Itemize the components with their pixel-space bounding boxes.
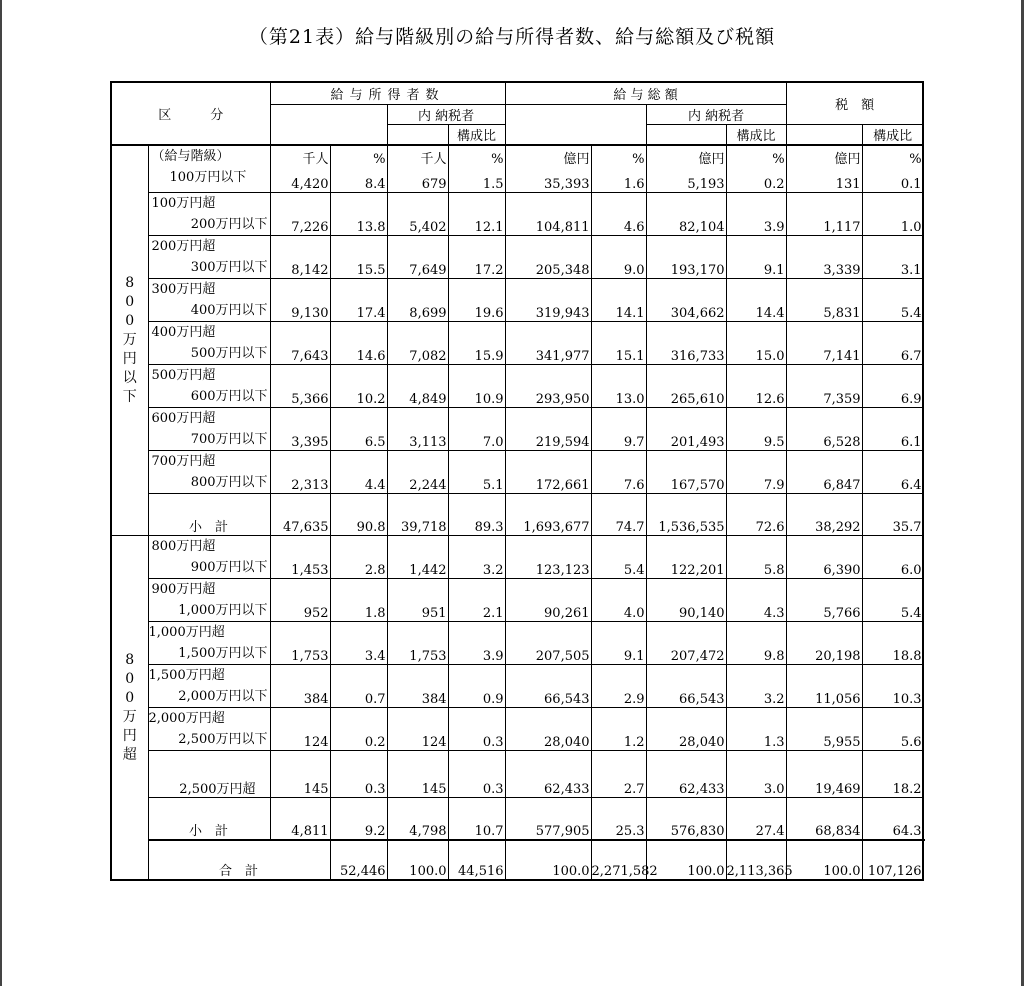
cell: 1.3: [726, 708, 786, 751]
cell: 3.2: [726, 665, 786, 708]
cell: 1,442: [387, 536, 448, 579]
cell: % 1.6: [591, 145, 646, 193]
cell: 15.5: [330, 236, 387, 279]
cell: 28,040: [646, 708, 726, 751]
cell: 100.0: [646, 840, 726, 880]
cell: 44,516: [448, 840, 505, 880]
cell: 億円 35,393: [505, 145, 591, 193]
cell: 2.1: [448, 579, 505, 622]
cell: 千人 4,420: [270, 145, 330, 193]
cell: 9.5: [726, 408, 786, 451]
cell: 14.6: [330, 322, 387, 365]
cell: 億円 5,193: [646, 145, 726, 193]
cell: 172,661: [505, 451, 591, 494]
table-row: [111, 193, 923, 236]
cell: 13.0: [591, 365, 646, 408]
cell: 9.7: [591, 408, 646, 451]
cell: 3,113: [387, 408, 448, 451]
header-pay-taxpayers: 内 納税者: [646, 105, 786, 125]
cell: 2,271,582: [591, 840, 646, 880]
cell: 4,849: [387, 365, 448, 408]
cell: 304,662: [646, 279, 726, 322]
cell: 7,643: [270, 322, 330, 365]
table-row: [111, 579, 923, 622]
cell: 265,610: [646, 365, 726, 408]
header-tax-amount-blank: [786, 125, 862, 146]
salary-class-table: [110, 81, 924, 881]
cell: 89.3: [448, 494, 505, 536]
cell: 0.3: [448, 751, 505, 798]
cell: 145: [270, 751, 330, 798]
cell: 3,395: [270, 408, 330, 451]
cell: 6,528: [786, 408, 862, 451]
cell: 9.1: [591, 622, 646, 665]
cell: 2.8: [330, 536, 387, 579]
cell: 9.0: [591, 236, 646, 279]
header-ratio: 構成比: [862, 125, 923, 146]
cell: 72.6: [726, 494, 786, 536]
cell: 1.2: [591, 708, 646, 751]
cell: 8,142: [270, 236, 330, 279]
cell: % 0.1: [862, 145, 923, 193]
cell: 145: [387, 751, 448, 798]
cell: 62,433: [505, 751, 591, 798]
cell: 5.4: [862, 579, 923, 622]
cell: 100.0: [786, 840, 862, 880]
header-earners: 給与所得者数: [270, 82, 505, 105]
table-row: [111, 236, 923, 279]
cell: 6.9: [862, 365, 923, 408]
cell: 13.8: [330, 193, 387, 236]
cell: 9,130: [270, 279, 330, 322]
cell: 90,261: [505, 579, 591, 622]
cell: 5,402: [387, 193, 448, 236]
cell: 319,943: [505, 279, 591, 322]
row-label: 100万円超 200万円以下: [148, 193, 270, 236]
cell: 7,082: [387, 322, 448, 365]
cell: % 8.4: [330, 145, 387, 193]
header-tax: 税 額: [786, 82, 923, 125]
cell: 1,693,677: [505, 494, 591, 536]
header-ratio: 構成比: [726, 125, 786, 146]
cell: 52,446: [330, 840, 387, 880]
cell: 205,348: [505, 236, 591, 279]
cell: 6.1: [862, 408, 923, 451]
cell: 0.7: [330, 665, 387, 708]
header-earners-taxpayers-count-blank: [387, 125, 448, 146]
cell: 7.0: [448, 408, 505, 451]
cell: 68,834: [786, 798, 862, 841]
cell: 3.2: [448, 536, 505, 579]
row-label: 600万円超 700万円以下: [148, 408, 270, 451]
cell: 3.4: [330, 622, 387, 665]
cell: 10.2: [330, 365, 387, 408]
row-label: 700万円超 800万円以下: [148, 451, 270, 494]
cell: 6.7: [862, 322, 923, 365]
cell: 11,056: [786, 665, 862, 708]
cell: 0.3: [330, 751, 387, 798]
cell: 90.8: [330, 494, 387, 536]
cell: 3,339: [786, 236, 862, 279]
cell: 4.6: [591, 193, 646, 236]
cell: 18.8: [862, 622, 923, 665]
cell: 35.7: [862, 494, 923, 536]
cell: 4,798: [387, 798, 448, 841]
cell: 123,123: [505, 536, 591, 579]
cell: 316,733: [646, 322, 726, 365]
table-row: [111, 708, 923, 751]
cell: 104,811: [505, 193, 591, 236]
cell: 0.2: [330, 708, 387, 751]
cell: 25.3: [591, 798, 646, 841]
cell: 219,594: [505, 408, 591, 451]
cell: 2.7: [591, 751, 646, 798]
cell: 7,649: [387, 236, 448, 279]
cell: 193,170: [646, 236, 726, 279]
cell: 2,313: [270, 451, 330, 494]
row-label: 900万円超 1,000万円以下: [148, 579, 270, 622]
cell: 12.1: [448, 193, 505, 236]
cell: 341,977: [505, 322, 591, 365]
row-label: 小 計: [148, 494, 270, 536]
cell: 28,040: [505, 708, 591, 751]
row-label: 500万円超 600万円以下: [148, 365, 270, 408]
cell: 124: [387, 708, 448, 751]
row-label: 1,000万円超 1,500万円以下: [148, 622, 270, 665]
cell: 14.1: [591, 279, 646, 322]
cell: % 0.2: [726, 145, 786, 193]
cell: 15.9: [448, 322, 505, 365]
cell: 6,390: [786, 536, 862, 579]
table-row-subtotal: [111, 494, 923, 536]
cell: 3.9: [448, 622, 505, 665]
header-pay-taxpayers-amount-blank: [646, 125, 726, 146]
header-category: 区 分: [111, 82, 270, 145]
cell: 5.8: [726, 536, 786, 579]
cell: 2,113,365: [726, 840, 786, 880]
cell: 千人 679: [387, 145, 448, 193]
cell: 0.3: [448, 708, 505, 751]
cell: 1,453: [270, 536, 330, 579]
cell: 9.8: [726, 622, 786, 665]
header-ratio: 構成比: [448, 125, 505, 146]
cell: 66,543: [505, 665, 591, 708]
cell: 3.1: [862, 236, 923, 279]
cell: 0.9: [448, 665, 505, 708]
cell: 38,292: [786, 494, 862, 536]
cell: 74.7: [591, 494, 646, 536]
cell: % 1.5: [448, 145, 505, 193]
cell: 6,847: [786, 451, 862, 494]
cell: 5.4: [591, 536, 646, 579]
cell: 7.9: [726, 451, 786, 494]
cell: 2.9: [591, 665, 646, 708]
row-label: 1,500万円超 2,000万円以下: [148, 665, 270, 708]
table-row: [111, 751, 923, 798]
cell: 207,505: [505, 622, 591, 665]
cell: 1,536,535: [646, 494, 726, 536]
header-earners-count-blank: [270, 105, 387, 146]
cell: 3.0: [726, 751, 786, 798]
cell: 384: [270, 665, 330, 708]
cell: 10.3: [862, 665, 923, 708]
cell: 15.0: [726, 322, 786, 365]
cell: 1.0: [862, 193, 923, 236]
header-pay-amount-blank: [505, 105, 646, 146]
page-title: （第21表）給与階級別の給与所得者数、給与総額及び税額: [248, 26, 776, 48]
cell: 17.2: [448, 236, 505, 279]
total-label: 合 計: [148, 840, 330, 880]
row-label: 小 計: [148, 798, 270, 841]
row-label: 400万円超 500万円以下: [148, 322, 270, 365]
cell: 82,104: [646, 193, 726, 236]
cell: 39,718: [387, 494, 448, 536]
cell: 20,198: [786, 622, 862, 665]
cell: 12.6: [726, 365, 786, 408]
row-label: 300万円超 400万円以下: [148, 279, 270, 322]
cell: 5,955: [786, 708, 862, 751]
cell: 19,469: [786, 751, 862, 798]
cell: 90,140: [646, 579, 726, 622]
cell: 8,699: [387, 279, 448, 322]
cell: 1,753: [387, 622, 448, 665]
cell: 1.8: [330, 579, 387, 622]
cell: 201,493: [646, 408, 726, 451]
cell: 384: [387, 665, 448, 708]
cell: 7,226: [270, 193, 330, 236]
cell: 100.0: [387, 840, 448, 880]
cell: 19.6: [448, 279, 505, 322]
cell: 18.2: [862, 751, 923, 798]
cell: 293,950: [505, 365, 591, 408]
table-row: [111, 622, 923, 665]
cell: 62,433: [646, 751, 726, 798]
cell: 576,830: [646, 798, 726, 841]
cell: 47,635: [270, 494, 330, 536]
header-earners-taxpayers: 内 納税者: [387, 105, 505, 125]
cell: 952: [270, 579, 330, 622]
cell: 951: [387, 579, 448, 622]
cell: 5.1: [448, 451, 505, 494]
table-row: [111, 451, 923, 494]
cell: 1,117: [786, 193, 862, 236]
cell: 107,126: [862, 840, 923, 880]
cell: 6.0: [862, 536, 923, 579]
cell: 122,201: [646, 536, 726, 579]
group-label-under-800: 8 0 0 万 円 以 下: [111, 145, 148, 536]
row-label: 800万円超 900万円以下: [148, 536, 270, 579]
cell: 5.4: [862, 279, 923, 322]
cell: 4.3: [726, 579, 786, 622]
cell: 577,905: [505, 798, 591, 841]
header-total-pay: 給 与 総 額: [505, 82, 786, 105]
cell: 15.1: [591, 322, 646, 365]
cell: 167,570: [646, 451, 726, 494]
table-row: [111, 365, 923, 408]
cell: 4,811: [270, 798, 330, 841]
cell: 14.4: [726, 279, 786, 322]
row-label: 2,000万円超 2,500万円以下: [148, 708, 270, 751]
table-row: [111, 322, 923, 365]
cell: 5.6: [862, 708, 923, 751]
left-window-edge: [0, 0, 2, 986]
table-row-subtotal: [111, 798, 923, 841]
group-label-over-800: 8 0 0 万 円 超: [111, 536, 148, 881]
cell: 100.0: [505, 840, 591, 880]
cell: 7,359: [786, 365, 862, 408]
cell: 17.4: [330, 279, 387, 322]
cell: 64.3: [862, 798, 923, 841]
cell: 5,766: [786, 579, 862, 622]
table-row-total: [111, 840, 923, 880]
cell: 66,543: [646, 665, 726, 708]
row-label: 2,500万円超: [148, 751, 270, 798]
cell: 6.4: [862, 451, 923, 494]
cell: 9.1: [726, 236, 786, 279]
cell: 4.0: [591, 579, 646, 622]
cell: 億円 131: [786, 145, 862, 193]
table-row: [111, 665, 923, 708]
cell: 2,244: [387, 451, 448, 494]
cell: 4.4: [330, 451, 387, 494]
cell: 10.9: [448, 365, 505, 408]
cell: 10.7: [448, 798, 505, 841]
row-label: 200万円超 300万円以下: [148, 236, 270, 279]
cell: 9.2: [330, 798, 387, 841]
table-row: [111, 536, 923, 579]
table-row: [111, 145, 923, 193]
cell: 6.5: [330, 408, 387, 451]
cell: 7.6: [591, 451, 646, 494]
cell: 1,753: [270, 622, 330, 665]
cell: 7,141: [786, 322, 862, 365]
table-row: [111, 279, 923, 322]
cell: 27.4: [726, 798, 786, 841]
cell: 5,366: [270, 365, 330, 408]
cell: 3.9: [726, 193, 786, 236]
table-row: [111, 408, 923, 451]
cell: 207,472: [646, 622, 726, 665]
cell: 5,831: [786, 279, 862, 322]
cell: 124: [270, 708, 330, 751]
row-label: （給与階級） 100万円以下: [148, 145, 270, 193]
